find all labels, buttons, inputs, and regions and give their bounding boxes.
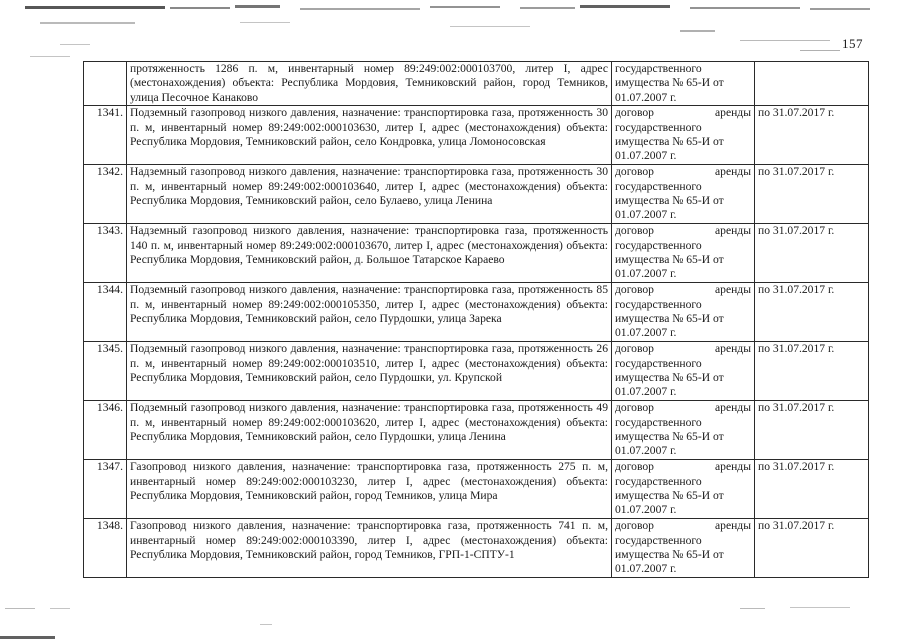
page-number: 157 <box>842 36 863 51</box>
table-row <box>84 106 869 165</box>
lease-document <box>612 62 755 106</box>
object-description: Надземный газопровод низкого давления, назначение: транспортировка газа, протяженность 30 п. м, инвентарный номер 89:249:002:000103640, литер I, адрес (местонахождения) объекта: Республика Мордовия, Темниковский район, село Булаево, улица Ленина <box>127 165 612 224</box>
doc-word-1: договор <box>615 283 654 297</box>
doc-word-1: договор <box>615 106 654 120</box>
lease-term: по 31.07.2017 г. <box>755 165 869 224</box>
doc-details: государственного имущества № 65-И от 01.07.2007 г. <box>615 179 724 222</box>
object-description: протяженность 1286 п. м, инвентарный номер 89:249:002:000103700, литер I, адрес (местонахождения) объекта: Республика Мордовия, Темниковский район, город Темников, улица Песочное Канаково <box>127 62 612 106</box>
table-row <box>84 165 869 224</box>
doc-details: государственного имущества № 65-И от 01.07.2007 г. <box>615 297 724 340</box>
lease-term: по 31.07.2017 г. <box>755 401 869 460</box>
doc-word-2: аренды <box>715 460 751 474</box>
doc-word-1: государственного <box>615 62 702 75</box>
doc-word-1: договор <box>615 519 654 533</box>
table-row <box>84 460 869 519</box>
doc-details: государственного имущества № 65-И от 01.07.2007 г. <box>615 533 724 576</box>
doc-word-1: договор <box>615 224 654 238</box>
table-row <box>84 224 869 283</box>
doc-details: государственного имущества № 65-И от 01.07.2007 г. <box>615 120 724 163</box>
lease-term: по 31.07.2017 г. <box>755 460 869 519</box>
object-description: Подземный газопровод низкого давления, назначение: транспортировка газа, протяженность 26 п. м, инвентарный номер 89:249:002:000103510, литер I, адрес (местонахождения) объекта: Республика Мордовия, Темниковский район, село Пурдошки, ул. Крупской <box>127 342 612 401</box>
doc-word-2: аренды <box>715 283 751 297</box>
lease-document <box>612 224 755 283</box>
doc-details: государственного имущества № 65-И от 01.07.2007 г. <box>615 238 724 281</box>
doc-details: имущества № 65-И от 01.07.2007 г. <box>615 76 724 104</box>
property-registry-table <box>83 61 869 578</box>
object-description: Газопровод низкого давления, назначение: транспортировка газа, протяженность 741 п. м, инвентарный номер 89:249:002:000103390, литер I, адрес (местонахождения) объекта: Республика Мордовия, Темниковский район, город Темников, ГРП-1-СПТУ-1 <box>127 519 612 578</box>
lease-document <box>612 519 755 578</box>
object-description: Газопровод низкого давления, назначение: транспортировка газа, протяженность 275 п. м, инвентарный номер 89:249:002:000103230, литер I, адрес (местонахождения) объекта: Республика Мордовия, Темниковский район, город Темников, улица Мира <box>127 460 612 519</box>
doc-word-2: аренды <box>715 224 751 238</box>
doc-details: государственного имущества № 65-И от 01.07.2007 г. <box>615 356 724 399</box>
lease-document <box>612 283 755 342</box>
row-number: 1348. <box>84 519 127 578</box>
doc-word-1: договор <box>615 165 654 179</box>
doc-word-1: договор <box>615 460 654 474</box>
doc-word-2: аренды <box>715 106 751 120</box>
scan-artifacts-top <box>0 0 905 60</box>
object-description: Подземный газопровод низкого давления, назначение: транспортировка газа, протяженность 30 п. м, инвентарный номер 89:249:002:000103630, литер I, адрес (местонахождения) объекта: Республика Мордовия, Темниковский район, село Кондровка, улица Ломоносовская <box>127 106 612 165</box>
scan-artifacts-bottom <box>0 598 905 640</box>
table-row <box>84 519 869 578</box>
lease-term: по 31.07.2017 г. <box>755 283 869 342</box>
table-row <box>84 283 869 342</box>
object-description: Подземный газопровод низкого давления, назначение: транспортировка газа, протяженность 85 п. м, инвентарный номер 89:249:002:000105350, литер I, адрес (местонахождения) объекта: Республика Мордовия, Темниковский район, село Пурдошки, улица Зарека <box>127 283 612 342</box>
lease-document <box>612 106 755 165</box>
lease-document <box>612 460 755 519</box>
row-number: 1342. <box>84 165 127 224</box>
row-number: 1345. <box>84 342 127 401</box>
lease-term: по 31.07.2017 г. <box>755 342 869 401</box>
lease-document <box>612 401 755 460</box>
row-number: 1344. <box>84 283 127 342</box>
table-row <box>84 401 869 460</box>
lease-term: по 31.07.2017 г. <box>755 224 869 283</box>
row-number: 1347. <box>84 460 127 519</box>
lease-term <box>755 62 869 106</box>
row-number: 1346. <box>84 401 127 460</box>
lease-document <box>612 165 755 224</box>
table-row <box>84 62 869 106</box>
doc-word-2: аренды <box>715 401 751 415</box>
doc-details: государственного имущества № 65-И от 01.07.2007 г. <box>615 474 724 517</box>
lease-term: по 31.07.2017 г. <box>755 519 869 578</box>
object-description: Подземный газопровод низкого давления, назначение: транспортировка газа, протяженность 49 п. м, инвентарный номер 89:249:002:000103620, литер I, адрес (местонахождения) объекта: Республика Мордовия, Темниковский район, село Пурдошки, улица Ленина <box>127 401 612 460</box>
doc-word-1: договор <box>615 342 654 356</box>
doc-word-2: аренды <box>715 165 751 179</box>
lease-term: по 31.07.2017 г. <box>755 106 869 165</box>
doc-word-1: договор <box>615 401 654 415</box>
object-description: Надземный газопровод низкого давления, назначение: транспортировка газа, протяженность 140 п. м, инвентарный номер 89:249:002:000103670, литер I, адрес (местонахождения) объекта: Республика Мордовия, Темниковский район, д. Большое Татарское Караево <box>127 224 612 283</box>
row-number: 1341. <box>84 106 127 165</box>
row-number: 1343. <box>84 224 127 283</box>
doc-word-2: аренды <box>715 342 751 356</box>
row-number <box>84 62 127 106</box>
doc-word-2: аренды <box>715 519 751 533</box>
doc-details: государственного имущества № 65-И от 01.07.2007 г. <box>615 415 724 458</box>
lease-document <box>612 342 755 401</box>
table-row <box>84 342 869 401</box>
